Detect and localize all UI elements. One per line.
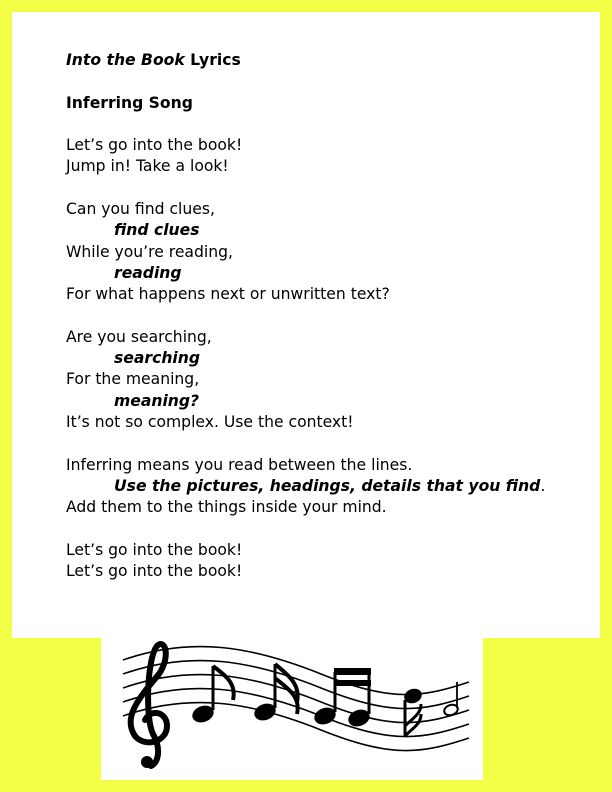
music-notes-staff-icon [101, 638, 483, 780]
lyric-echo-line: searching [114, 349, 201, 368]
lyric-echo-text: Use the pictures, headings, details that you find [114, 476, 541, 495]
lyric-line: Let’s go into the book! [66, 562, 243, 581]
lyric-line: It’s not so complex. Use the context! [66, 413, 354, 432]
title-book-name: Into the Book [66, 51, 185, 69]
lyric-line: While you’re reading, [66, 242, 233, 261]
lyric-line: Inferring means you read between the lines. [66, 455, 413, 474]
lyrics-body [66, 50, 586, 582]
lyric-line: Let’s go into the book! [66, 540, 243, 559]
title-suffix: Lyrics [184, 51, 241, 69]
lyric-echo-line: reading [114, 263, 182, 282]
lyric-echo-line [66, 476, 586, 497]
music-illustration [101, 638, 483, 780]
lyric-line: Can you find clues, [66, 200, 215, 219]
lyric-line: Jump in! Take a look! [66, 157, 229, 176]
lyric-period: . [540, 476, 546, 495]
lyric-echo-line: meaning? [114, 391, 200, 410]
lyric-line: Add them to the things inside your mind. [66, 498, 387, 517]
lyric-line: Are you searching, [66, 327, 212, 346]
lyrics-page [12, 12, 600, 638]
lyric-line: For the meaning, [66, 370, 200, 389]
lyric-line: For what happens next or unwritten text? [66, 285, 390, 304]
song-title: Inferring Song [66, 93, 193, 112]
document-title [66, 50, 586, 71]
lyric-line: Let’s go into the book! [66, 136, 243, 155]
lyric-echo-line: find clues [114, 221, 200, 240]
